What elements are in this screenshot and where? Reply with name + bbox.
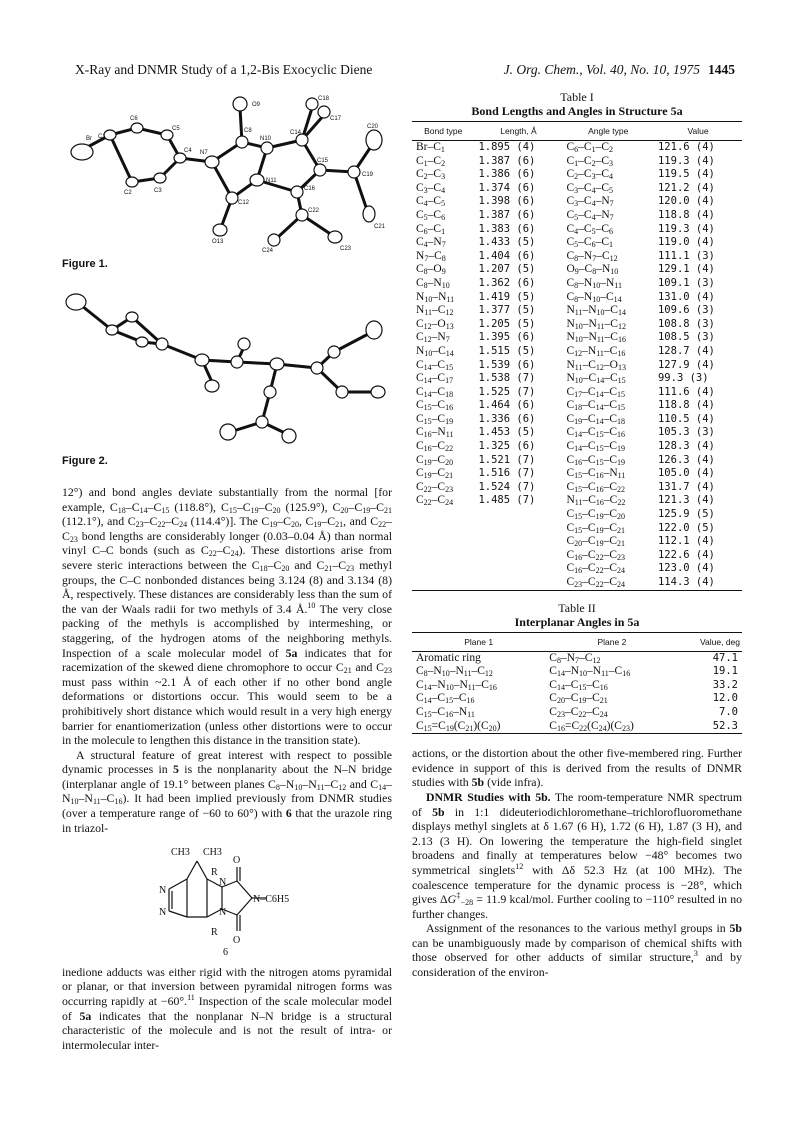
atom-label: CH3 — [203, 847, 222, 859]
table-row — [412, 141, 742, 155]
table-cell: $C_4-N_7$ — [416, 236, 446, 250]
table-cell: $C_{14}-C_{15}$ — [416, 358, 454, 372]
journal-citation — [504, 62, 735, 78]
table-row — [412, 522, 742, 536]
table-cell: 1.419 (5) — [478, 290, 536, 303]
table-cell: 122.0 (5) — [657, 521, 715, 534]
table-cell: 108.8 (3) — [657, 317, 715, 330]
running-title: X-Ray and DNMR Study of a 1,2-Bis Exocyclic Diene — [75, 62, 373, 77]
table-cell: $C_{15}-C_{16}-C_{22}$ — [566, 480, 625, 494]
structure-6-drawing — [127, 839, 327, 959]
table-cell — [474, 508, 562, 522]
atom-label: C16 — [304, 186, 316, 192]
table-cell — [412, 522, 474, 536]
atom-label: N11 — [266, 178, 277, 184]
table-cell: 121.2 (4) — [657, 181, 715, 194]
table-row — [412, 651, 742, 665]
table-row — [412, 195, 742, 209]
table-cell: 120.0 (4) — [657, 195, 715, 208]
table-cell: $C_{14}-C_{15}-C_{19}$ — [566, 440, 625, 454]
table-cell: 111.6 (4) — [657, 385, 715, 398]
table-cell: $C_{15}-C_{16}-N_{11}$ — [566, 467, 626, 481]
table-cell: $C_{12}-N_7$ — [416, 331, 450, 345]
table-cell — [412, 549, 474, 563]
table-cell: 121.6 (4) — [657, 141, 715, 153]
table-cell: 128.3 (4) — [657, 440, 715, 453]
table-cell: 118.8 (4) — [657, 208, 715, 221]
table-cell: 105.0 (4) — [657, 467, 715, 480]
table-cell: 128.7 (4) — [657, 344, 715, 357]
table-cell: 1.464 (6) — [478, 399, 536, 412]
table-cell: $C_5-C_6-C_1$ — [566, 236, 613, 250]
table-cell: 1.398 (6) — [478, 195, 536, 208]
table-cell: 1.521 (7) — [478, 453, 536, 466]
table-cell: 129.1 (4) — [657, 263, 715, 276]
table-cell: $O_9-C_8-N_{10}$ — [566, 263, 619, 277]
atom-label: C23 — [340, 246, 352, 252]
table-row — [412, 155, 742, 169]
table-cell: $C_{15}=C_{19}(C_{21})(C_{20})$ — [412, 720, 545, 734]
table-cell: 119.3 (4) — [657, 222, 715, 235]
table-cell: $N_{10}-N_{11}-C_{16}$ — [566, 331, 626, 345]
table-row — [412, 576, 742, 590]
table-cell: 111.1 (3) — [657, 249, 715, 262]
table-cell: 118.8 (4) — [657, 399, 715, 412]
table-cell: 119.0 (4) — [657, 236, 715, 249]
paragraph: inedione adducts was either rigid with the nitrogen atoms pyramidal or planar, or that inversion between pyramidal nitrogen forms was occurring rapidly at −60°.$^{11}$ Inspection of the scale molecular model of 5a indicates that the nonplanar N–N bridge is a structural characteristic of the molecule and is not the result of intra- or intermolecular inter- — [62, 964, 392, 1052]
table-1-title — [412, 90, 742, 118]
table-cell: 126.3 (4) — [657, 453, 715, 466]
table-cell: 1.404 (6) — [478, 249, 536, 262]
table-cell: $C_{15}-C_{16}$ — [416, 399, 454, 413]
atom-label: C18 — [318, 96, 330, 102]
atom-label: CH3 — [171, 847, 190, 859]
table-cell: $C_{16}-C_{15}-C_{19}$ — [566, 453, 625, 467]
paragraph: A structural feature of great interest with respect to possible dynamic processes in 5 is the nonplanarity about the N–N bridge (interplanar angle of 19.1° between planes $C_8-N_{10}-N_{11}-C_{12}$ and $C_{14}-N_{10}-N_{11}-C_{16}$). It had been implied previously from DNMR studies (over a temperature range of −60 to 60°) with 6 that the urazole ring in triazol- — [62, 747, 392, 835]
table-2-caption: Interplanar Angles in 5a — [514, 614, 640, 629]
page-number: 1445 — [708, 62, 735, 77]
table-cell: $C_{14}-C_{15}-C_{16}$ — [566, 426, 625, 440]
table-header: Plane 2 — [545, 632, 678, 651]
atom-label: O — [233, 855, 241, 867]
table-cell: 1.205 (5) — [478, 317, 536, 330]
table-cell: 1.387 (6) — [478, 208, 536, 221]
table-cell — [474, 576, 562, 590]
atom-label: C19 — [362, 172, 374, 178]
table-row — [412, 209, 742, 223]
table-header: Length, Å — [474, 122, 562, 141]
table-row — [412, 706, 742, 720]
table-cell — [474, 562, 562, 576]
table-row — [412, 223, 742, 237]
table-1-body — [412, 141, 742, 591]
table-cell: $C_{19}-C_{21}$ — [416, 467, 454, 481]
table-row — [412, 665, 742, 679]
table-cell: 47.1 — [712, 651, 738, 664]
table-cell: 1.485 (7) — [478, 494, 536, 507]
table-cell: 108.5 (3) — [657, 331, 715, 344]
atom-label: C4 — [184, 148, 192, 154]
table-cell — [412, 562, 474, 576]
table-cell: $C_3-C_4-N_7$ — [566, 195, 614, 209]
table-cell: 131.7 (4) — [657, 480, 715, 493]
table-cell: $C_3-C_4-C_5$ — [566, 181, 613, 195]
table-cell: 19.1 — [712, 665, 738, 678]
atom-label: N10 — [260, 136, 272, 142]
table-cell: 1.524 (7) — [478, 480, 536, 493]
table-cell: 1.383 (6) — [478, 222, 536, 235]
atom-label: O13 — [212, 239, 224, 245]
table-row — [412, 426, 742, 440]
table-cell: 1.538 (7) — [478, 372, 536, 385]
table-row — [412, 386, 742, 400]
table-cell: $C_{15}-C_{19}-C_{21}$ — [566, 521, 625, 535]
table-cell: 131.0 (4) — [657, 290, 715, 303]
table-cell: $C_8-O_9$ — [416, 263, 446, 277]
atom-label: C2 — [124, 190, 132, 196]
table-cell: $C_3-C_4$ — [416, 181, 446, 195]
atom-label: C24 — [262, 248, 274, 254]
table-1-caption: Bond Lengths and Angles in Structure 5a — [471, 104, 683, 118]
table-cell: 99.3 (3) — [657, 372, 709, 385]
table-row — [412, 413, 742, 427]
table-row — [412, 304, 742, 318]
table-row — [412, 481, 742, 495]
table-cell: $C_{17}-C_{14}-C_{15}$ — [566, 385, 625, 399]
right-body-text — [412, 746, 742, 980]
table-2 — [412, 632, 742, 735]
structure-6 — [62, 839, 392, 963]
paragraph: Assignment of the resonances to the various methyl groups in 5b can be unambiguously made by comparison of chemical shifts with those observed for other adducts of similar structure,$^3$ and by consideration of the environ- — [412, 921, 742, 980]
table-cell: $C_2-C_3$ — [416, 168, 446, 182]
figures-area — [62, 90, 392, 485]
atom-label: R — [211, 867, 218, 879]
table-cell: $N_{11}-N_{10}-C_{14}$ — [566, 304, 626, 318]
table-cell: $C_{23}-C_{22}-C_{24}$ — [562, 576, 654, 590]
table-cell — [412, 535, 474, 549]
table-cell: 1.362 (6) — [478, 276, 536, 289]
table-row — [412, 679, 742, 693]
table-header: Bond type — [412, 122, 474, 141]
table-cell: $N_{10}-N_{11}$ — [416, 290, 455, 304]
paragraph: DNMR Studies with 5b. The room-temperature NMR spectrum of 5b in 1:1 dideuteriodichloromethane–trichlorofluoromethane displays methyl singlets at δ 1.67 (6 H), 1.72 (6 H), 1.87 (3 H), and 2.13 (3 H). On lowering the temperature the high-field singlet broadens and finally at temperatures below −48° becomes two symmetrical singlets$^{12}$ with Δδ 52.3 Hz (at 100 MHz). The coalescence temperature for the dynamic process is −28°, which gives $\Delta G^\ddagger_{-28} = 11.9$ kcal/mol. Further cooling to −110° resulted in no further changes. — [412, 789, 743, 921]
table-cell: 1.377 (5) — [478, 304, 536, 317]
table-row — [412, 168, 742, 182]
right-column — [412, 90, 742, 980]
atom-label: C12 — [238, 200, 250, 206]
table-cell: $C_8-N_{10}-N_{11}-C_{12}$ — [416, 665, 493, 679]
table-cell: 1.539 (6) — [478, 358, 536, 371]
table-2-title — [412, 601, 742, 629]
table-row — [412, 372, 742, 386]
table-cell: $C_{19}-C_{20}$ — [416, 453, 454, 467]
table-2-label: Table II — [558, 600, 596, 615]
table-cell: $C_5-C_4-N_7$ — [566, 208, 614, 222]
table-cell: $N_{10}-C_{14}-C_{15}$ — [566, 372, 626, 386]
table-row — [412, 318, 742, 332]
atom-label: C3 — [154, 188, 162, 194]
table-cell: 1.387 (6) — [478, 154, 536, 167]
figure-1-ortep — [62, 90, 392, 260]
structure-number: 6 — [223, 947, 228, 959]
atom-label: C20 — [367, 124, 379, 130]
table-cell: 112.1 (4) — [657, 535, 715, 548]
table-header: Angle type — [562, 122, 654, 141]
table-cell: 1.374 (6) — [478, 181, 536, 194]
table-2-body — [412, 651, 742, 734]
table-cell: $C_{15}-C_{19}$ — [416, 412, 454, 426]
table-row — [412, 454, 742, 468]
table-header: Value — [654, 122, 742, 141]
table-cell: $C_{14}-N_{10}-N_{11}-C_{16}$ — [416, 678, 497, 692]
table-cell — [474, 522, 562, 536]
table-cell: $C_{20}-C_{19}-C_{21}$ — [566, 535, 625, 549]
table-cell: 7.0 — [719, 705, 738, 718]
table-cell: 1.453 (5) — [478, 426, 536, 439]
table-1 — [412, 121, 742, 591]
table-cell: $C_4-C_5-C_6$ — [566, 222, 613, 236]
atom-label: N — [219, 907, 227, 919]
table-cell: 1.433 (5) — [478, 236, 536, 249]
table-cell: $C_{12}-O_{13}$ — [416, 317, 454, 331]
journal-name: J. Org. Chem., Vol. 40, No. 10, 1975 — [503, 62, 700, 77]
paragraph: 12°) and bond angles deviate substantially from the normal [for example, $C_{18}-C_{14}-C_{15}$ (118.8°), $C_{15}-C_{19}-C_{20}$ (125.9°), $C_{20}-C_{19}-C_{21}$ (112.1°), and $C_{23}-C_{22}-C_{24}$ (114.4°)]. The $C_{19}-C_{20}$, $C_{19}-C_{21}$, and $C_{22}-C_{23}$ bond lengths are considerably longer (0.03–0.04 Å) than normal vinyl C–C bonds (such as $C_{22}-C_{24}$). These distortions arise from severe steric interactions between the $C_{18}-C_{20}$ and $C_{21}-C_{23}$ methyl groups, the C–C nonbonded distances being 3.124 (8) and 3.134 (8) Å, respectively. These distances are considerably less than the sum of the van der Waals radii for two methyls of 3.4 Å.$^{10}$ The very close packing of the methyls is accomplished by intermeshing, or staggering, of the hydrogen atoms of the neighboring methyls. Inspection of a scale molecular model of 5a indicates that for racemization of the skewed diene chromophore to occur $C_{21}$ and $C_{23}$ must pass within ~2.1 Å of each other if no other bond angle deformations or distortions occur. This would seem to be a prohibitively short distance which would result in a very high energy barrier for enantiomerization (unless other distortions were to occur in the molecule to lengthen this distance in the transition state). — [62, 485, 392, 748]
table-cell: 1.207 (5) — [478, 263, 536, 276]
table-cell: $C_{16}-C_{22}-C_{23}$ — [566, 548, 625, 562]
table-cell: $N_7-C_8$ — [416, 249, 446, 263]
table-row — [412, 494, 742, 508]
table-row — [412, 549, 742, 563]
table-cell: $C_1-C_2$ — [416, 154, 446, 168]
table-cell: $C_4-C_5$ — [416, 195, 446, 209]
table-cell: $C_{16}-C_{22}-C_{24}$ — [566, 562, 625, 576]
atom-label: O — [233, 935, 241, 947]
table-cell: $N_{11}-C_{12}-O_{13}$ — [566, 358, 626, 372]
table-cell: $N_{10}-N_{11}-C_{12}$ — [566, 317, 626, 331]
table-cell: $C_{16}=C_{22}(C_{24})(C_{23})$ — [545, 720, 678, 734]
section-heading: DNMR Studies with 5b. — [426, 789, 551, 804]
table-cell: $C_{23}-C_{22}-C_{24}$ — [549, 705, 608, 719]
atom-label: C22 — [308, 208, 320, 214]
table-cell — [474, 535, 562, 549]
atom-label: N — [159, 885, 167, 897]
table-cell: $N_{11}-C_{16}-C_{22}$ — [566, 494, 626, 508]
table-cell: 127.9 (4) — [657, 358, 715, 371]
atom-label: R — [211, 927, 218, 939]
table-cell: $N_{10}-C_{14}$ — [416, 344, 454, 358]
table-cell: $C_{14}-C_{18}$ — [416, 385, 454, 399]
table-cell: 109.1 (3) — [657, 276, 715, 289]
table-row — [412, 467, 742, 481]
table-cell: $C_{14}-C_{15}-C_{16}$ — [549, 678, 608, 692]
atom-label: C1 — [98, 134, 106, 140]
table-cell: $C_{16}-C_{22}$ — [416, 440, 454, 454]
table-cell: $C_{19}-C_{14}-C_{18}$ — [566, 412, 625, 426]
table-cell: 1.395 (6) — [478, 331, 536, 344]
table-cell: $C_1-C_2-C_3$ — [566, 154, 613, 168]
table-row — [412, 359, 742, 373]
figure-2-ortep — [62, 282, 392, 452]
table-cell: 119.5 (4) — [657, 168, 715, 181]
table-cell: 1.336 (6) — [478, 412, 536, 425]
table-cell: $C_{14}-N_{10}-N_{11}-C_{16}$ — [549, 665, 631, 679]
table-cell: Aromatic ring — [416, 651, 481, 664]
atom-label: N — [159, 907, 167, 919]
table-row — [412, 562, 742, 576]
table-row — [412, 182, 742, 196]
table-row — [412, 399, 742, 413]
table-row — [412, 250, 742, 264]
atom-label: O9 — [252, 102, 261, 108]
table-cell: 1.386 (6) — [478, 168, 536, 181]
atom-label: C15 — [317, 158, 329, 164]
table-cell: 12.0 — [712, 692, 738, 705]
table-cell — [412, 508, 474, 522]
figure-2-caption: Figure 2. — [62, 455, 108, 467]
table-row — [412, 692, 742, 706]
table-header: Plane 1 — [412, 632, 545, 651]
table-row — [412, 508, 742, 522]
atom-label: C5 — [172, 126, 180, 132]
atom-label: N — [219, 877, 227, 889]
table-cell: $C_6-C_1-C_2$ — [566, 141, 613, 154]
left-column — [62, 90, 392, 1052]
table-cell: $C_6-C_1$ — [416, 222, 446, 236]
table-1-label: Table I — [560, 90, 594, 104]
atom-label: C8 — [244, 128, 252, 134]
table-cell: $C_{22}-C_{24}$ — [416, 494, 454, 508]
table-cell: 123.0 (4) — [657, 562, 715, 575]
table-row — [412, 331, 742, 345]
table-cell: $Br-C_1$ — [416, 141, 445, 154]
atom-label: C14 — [290, 130, 302, 136]
table-header: Value, deg — [679, 632, 742, 651]
table-row — [412, 345, 742, 359]
table-cell: 119.3 (4) — [657, 154, 715, 167]
atom-label: Br — [86, 136, 92, 142]
atom-label: C6 — [130, 116, 138, 122]
table-cell: $C_{14}-C_{17}$ — [416, 372, 454, 386]
table-cell: $N_{11}-C_{12}$ — [416, 304, 454, 318]
table-cell — [474, 549, 562, 563]
table-cell: 1.515 (5) — [478, 344, 536, 357]
table-cell: $C_{18}-C_{14}-C_{15}$ — [566, 399, 625, 413]
table-cell: $C_{15}-C_{16}-N_{11}$ — [416, 705, 475, 719]
table-row — [412, 291, 742, 305]
table-cell: 1.325 (6) — [478, 440, 536, 453]
table-cell: $C_{16}-N_{11}$ — [416, 426, 454, 440]
paragraph: actions, or the distortion about the other five-membered ring. Further evidence in support of this is derived from the results of DNMR studies with 5b (vide infra). — [412, 746, 742, 790]
table-cell: $C_8-N_7-C_{12}$ — [566, 249, 618, 263]
atom-label: C21 — [374, 224, 386, 230]
table-row — [412, 277, 742, 291]
table-cell: $C_8-N_7-C_{12}$ — [549, 651, 601, 665]
figure-1-caption: Figure 1. — [62, 258, 108, 270]
table-cell: $C_{22}-C_{23}$ — [416, 480, 454, 494]
atom-label: C17 — [330, 116, 342, 122]
table-cell: 33.2 — [712, 678, 738, 691]
table-cell: $C_{14}-C_{15}-C_{16}$ — [416, 692, 475, 706]
table-cell: $C_2-C_3-C_4$ — [566, 168, 613, 182]
table-row — [412, 720, 742, 734]
table-cell: $C_{12}-N_{11}-C_{16}$ — [566, 344, 626, 358]
table-row — [412, 535, 742, 549]
table-row — [412, 263, 742, 277]
table-cell: $C_5-C_6$ — [416, 208, 446, 222]
table-row — [412, 236, 742, 250]
table-cell — [412, 576, 474, 590]
table-row — [412, 440, 742, 454]
atom-label: N7 — [200, 150, 208, 156]
table-cell: 1.525 (7) — [478, 385, 536, 398]
left-body-text — [62, 485, 392, 1052]
table-cell: 1.895 (4) — [478, 141, 536, 153]
table-cell: $C_8-N_{10}-N_{11}$ — [566, 276, 622, 290]
table-cell: 52.3 — [679, 720, 742, 734]
atom-label: N–C6H5 — [253, 894, 290, 906]
table-cell: 125.9 (5) — [657, 508, 715, 521]
table-cell: 114.3 (4) — [654, 576, 742, 590]
table-cell: 109.6 (3) — [657, 304, 715, 317]
table-cell: $C_{15}-C_{19}-C_{20}$ — [566, 508, 625, 522]
table-cell: 122.6 (4) — [657, 548, 715, 561]
table-cell: 121.3 (4) — [657, 494, 715, 507]
table-cell: 110.5 (4) — [657, 412, 715, 425]
table-cell: $C_8-N_{10}-C_{14}$ — [566, 290, 622, 304]
table-cell: 1.516 (7) — [478, 467, 536, 480]
table-cell: 105.3 (3) — [657, 426, 715, 439]
table-cell: $C_8-N_{10}$ — [416, 276, 450, 290]
table-cell: $C_{20}-C_{19}-C_{21}$ — [549, 692, 608, 706]
